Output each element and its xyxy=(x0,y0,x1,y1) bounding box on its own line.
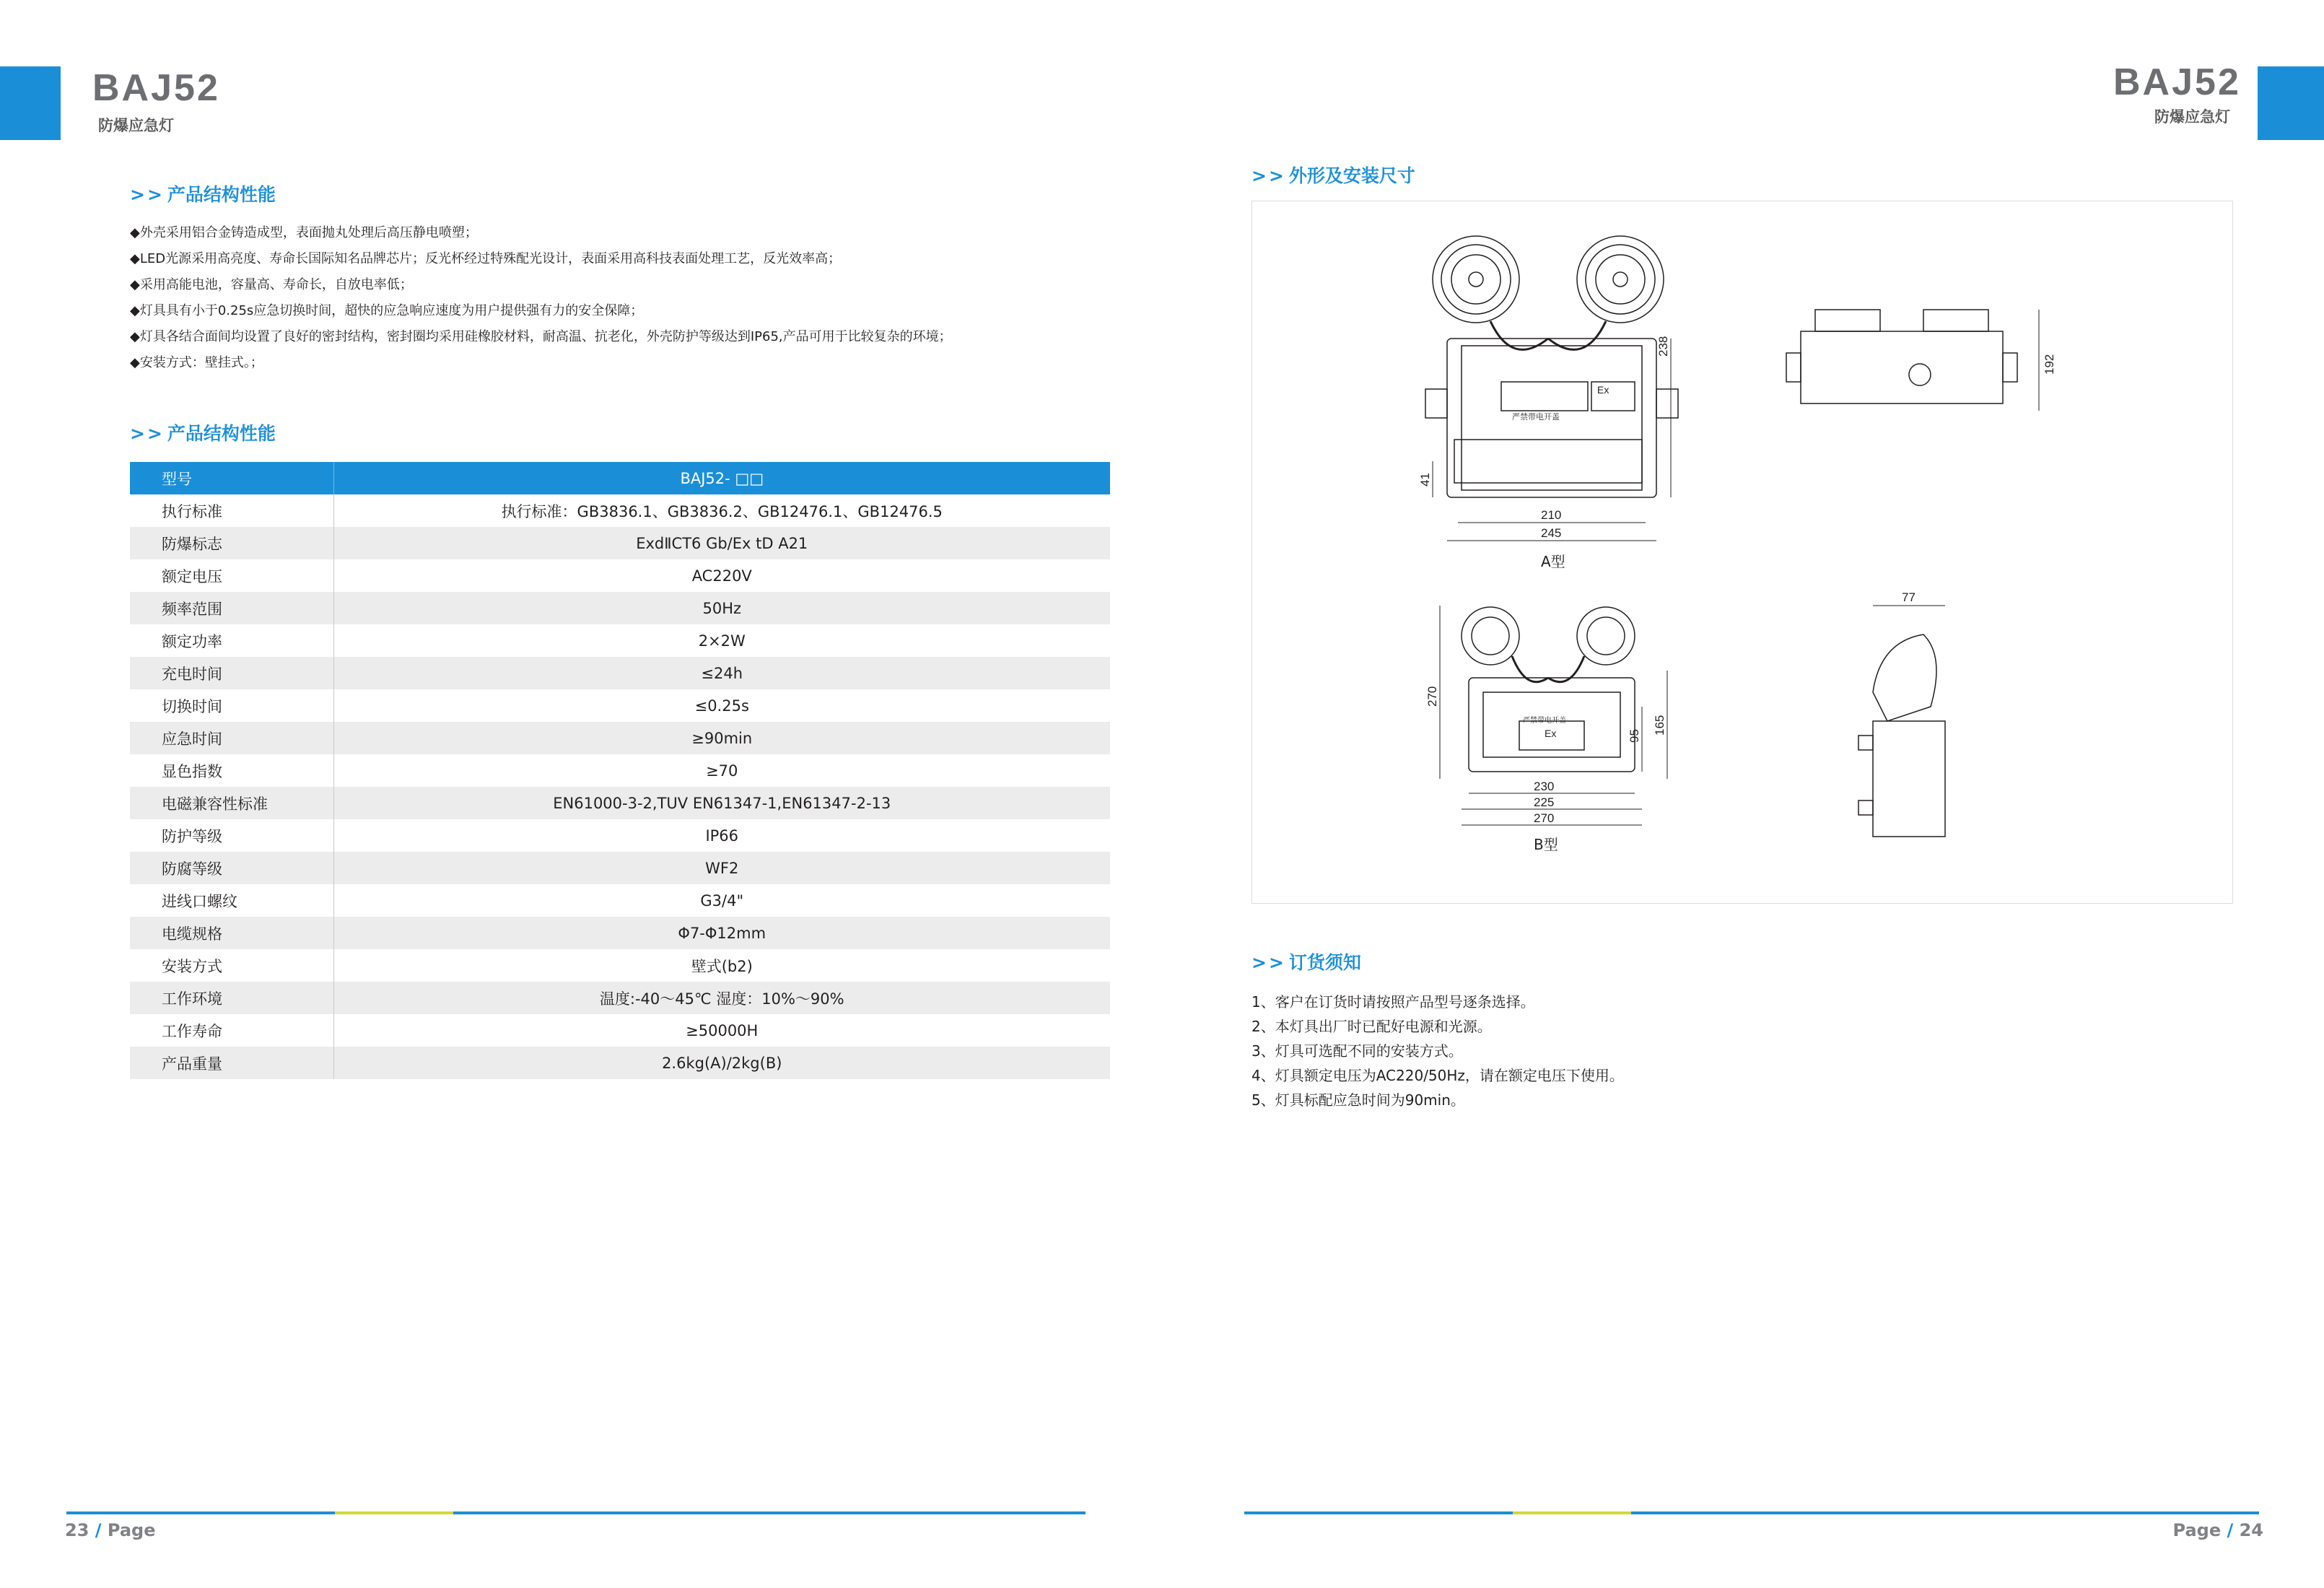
table-row xyxy=(130,1014,1110,1047)
spec-value: 温度:-40～45℃ 湿度：10%～90% xyxy=(333,982,1110,1014)
spec-value: ≥50000H xyxy=(686,1021,759,1039)
spec-key: 应急时间 xyxy=(130,722,333,754)
left-product-code: BAJ52 xyxy=(92,67,220,109)
dimension-drawings xyxy=(1252,201,2234,904)
dim-b-225: 225 xyxy=(1534,795,1555,809)
dim-a-inner-width: 210 xyxy=(1541,508,1562,522)
table-row xyxy=(130,624,1110,657)
left-footer-rule-yellow xyxy=(335,1511,453,1514)
page-slash: / xyxy=(95,1520,102,1540)
spec-value: AC220V xyxy=(691,567,752,585)
section-arrows: >> xyxy=(130,184,165,205)
spec-value: IP66 xyxy=(705,826,739,845)
table-row xyxy=(130,917,1110,949)
table-row xyxy=(130,722,1110,754)
dim-b-side-width: 77 xyxy=(1902,590,1915,604)
order-item: 2、本灯具出厂时已配好电源和光源。 xyxy=(1251,1018,1492,1035)
type-b-label: B型 xyxy=(1534,836,1558,853)
order-section-title xyxy=(1251,948,1361,974)
spec-key: 工作环境 xyxy=(130,982,333,1014)
spec-value: ≤0.25s xyxy=(694,697,749,715)
specs-section-title xyxy=(130,419,276,445)
lamp-head-right-b xyxy=(1577,607,1635,665)
table-row xyxy=(130,884,1110,917)
spec-key: 防爆标志 xyxy=(130,527,333,559)
left-page-number xyxy=(65,1520,156,1540)
spec-key: 防腐等级 xyxy=(130,852,333,884)
spec-key: 安装方式 xyxy=(130,949,333,982)
panel-label-b: 严禁带电开盖 xyxy=(1523,717,1566,725)
lamp-head-left xyxy=(1433,236,1519,323)
page-word: Page xyxy=(2172,1520,2222,1540)
table-row xyxy=(130,982,1110,1014)
specs-title-text: 产品结构性能 xyxy=(167,423,276,444)
table-row xyxy=(130,787,1110,819)
lamp-side-a xyxy=(1801,331,2003,403)
right-footer-rule-green xyxy=(1631,1511,2259,1514)
feature-item: ◆灯具具有小于0.25s应急切换时间，超快的应急响应速度为用户提供强有力的安全保障； xyxy=(130,303,644,318)
spec-value: WF2 xyxy=(333,852,1110,884)
type-b-side-view xyxy=(1858,606,1945,837)
spec-header-value: BAJ52- □□ xyxy=(333,462,1110,494)
dim-a-side-height: 192 xyxy=(2043,354,2056,375)
spec-value: 2.6kg(A)/2kg(B) xyxy=(333,1047,1110,1079)
feature-item: ◆采用高能电池，容量高、寿命长，自放电率低； xyxy=(130,277,413,292)
spec-value: ≤24h xyxy=(333,657,1110,689)
lamp-head-right xyxy=(1577,236,1664,323)
dim-a-small: 41 xyxy=(1418,473,1432,487)
table-row xyxy=(130,657,1110,689)
lamp-head-left-b xyxy=(1462,607,1519,665)
spec-value: ExdⅡCT6 Gb/Ex tD A21 xyxy=(333,527,1110,559)
type-a-front-view xyxy=(1425,236,1678,541)
spec-value: 50Hz xyxy=(333,592,1110,624)
table-row xyxy=(130,527,1110,559)
spec-key: 充电时间 xyxy=(130,657,333,689)
spec-key: 额定功率 xyxy=(130,624,333,657)
table-row xyxy=(130,592,1110,624)
table-row xyxy=(130,819,1110,852)
spec-value: G3/4" xyxy=(700,891,744,909)
dim-b-230: 230 xyxy=(1534,780,1555,793)
spec-value: ≥90min xyxy=(333,722,1110,754)
feature-item: ◆灯具各结合面间均设置了良好的密封结构，密封圈均采用硅橡胶材料，耐高温、抗老化，外壳防护等级达到IP65,产品可用于比较复杂的环境； xyxy=(130,329,952,344)
table-row xyxy=(130,852,1110,884)
order-item: 5、灯具标配应急时间为90min。 xyxy=(1251,1091,1465,1109)
dim-a-height: 238 xyxy=(1656,336,1670,357)
table-row xyxy=(130,1047,1110,1079)
spec-key: 电磁兼容性标准 xyxy=(130,787,333,819)
spec-key: 显色指数 xyxy=(130,754,333,787)
left-product-name: 防爆应急灯 xyxy=(98,117,174,134)
right-page-number xyxy=(2142,1520,2263,1540)
spec-value: ≥70 xyxy=(706,762,738,780)
spec-key: 执行标准 xyxy=(130,494,333,527)
page-word: Page xyxy=(107,1520,156,1540)
feature-item: ◆安装方式：壁挂式。； xyxy=(130,355,263,370)
spec-key: 防护等级 xyxy=(130,819,333,852)
type-a-side-view xyxy=(1786,310,2039,411)
left-footer-rule-green xyxy=(453,1511,1085,1514)
lamp-side-b xyxy=(1873,721,1945,837)
order-item: 3、灯具可选配不同的安装方式。 xyxy=(1251,1042,1463,1060)
order-title-text: 订货须知 xyxy=(1288,952,1361,973)
page-slash: / xyxy=(2227,1520,2234,1540)
dim-a-outer-width: 245 xyxy=(1541,526,1562,540)
spec-value: Φ7-Φ12mm xyxy=(333,917,1110,949)
right-product-code: BAJ52 xyxy=(2113,61,2241,103)
spec-value: 2×2W xyxy=(698,632,746,650)
spec-value: EN61000-3-2,TUV EN61347-1,EN61347-2-13 xyxy=(333,787,1110,819)
section-arrows: >> xyxy=(130,423,165,444)
spec-value: 壁式(b2) xyxy=(691,957,753,975)
spec-key: 频率范围 xyxy=(130,592,333,624)
spec-table xyxy=(130,462,1110,1079)
spec-table-header xyxy=(130,462,1110,494)
table-row xyxy=(130,949,1110,982)
left-header-tab xyxy=(0,66,61,140)
table-row xyxy=(130,494,1110,527)
spec-key: 切换时间 xyxy=(130,689,333,722)
table-row xyxy=(130,559,1110,592)
spec-key: 产品重量 xyxy=(130,1047,333,1079)
features-section-title xyxy=(130,180,276,206)
order-item: 4、灯具额定电压为AC220/50Hz，请在额定电压下使用。 xyxy=(1251,1067,1624,1084)
table-row xyxy=(130,754,1110,787)
order-item: 1、客户在订货时请按照产品型号逐条选择。 xyxy=(1251,993,1535,1011)
dimension-drawing-panel xyxy=(1251,201,2233,904)
features-title-text: 产品结构性能 xyxy=(167,184,276,205)
spec-key: 工作寿命 xyxy=(130,1014,333,1047)
right-footer-rule xyxy=(1244,1511,1513,1514)
dim-b-height: 270 xyxy=(1425,686,1439,707)
indicator-window xyxy=(1501,382,1588,411)
ex-mark-a: Ex xyxy=(1597,384,1609,396)
table-row xyxy=(130,689,1110,722)
right-product-name: 防爆应急灯 xyxy=(2154,108,2230,126)
spec-header-key: 型号 xyxy=(130,462,333,494)
page-num-value: 24 xyxy=(2239,1520,2263,1540)
dim-b-165: 165 xyxy=(1653,715,1666,736)
section-arrows: >> xyxy=(1251,165,1286,186)
feature-item: ◆LED光源采用高亮度、寿命长国际知名品牌芯片；反光杯经过特殊配光设计，表面采用高科技表面处理工艺，反光效率高； xyxy=(130,251,842,266)
dim-b-270: 270 xyxy=(1534,811,1555,825)
dimensions-section-title xyxy=(1251,162,1415,188)
feature-item: ◆外壳采用铝合金铸造成型，表面抛丸处理后高压静电喷塑； xyxy=(130,225,478,240)
spec-key: 电缆规格 xyxy=(130,917,333,949)
page-num-value: 23 xyxy=(65,1520,89,1540)
spec-key: 额定电压 xyxy=(130,559,333,592)
spec-key: 进线口螺纹 xyxy=(130,884,333,917)
ex-mark-b: Ex xyxy=(1545,728,1557,739)
spec-value: 执行标准：GB3836.1、GB3836.2、GB12476.1、GB12476.5 xyxy=(501,502,943,520)
dimensions-title-text: 外形及安装尺寸 xyxy=(1288,165,1415,186)
panel-label-a: 严禁带电开盖 xyxy=(1512,413,1560,422)
right-header-tab xyxy=(2258,66,2324,140)
type-a-label: A型 xyxy=(1541,553,1565,570)
section-arrows: >> xyxy=(1251,952,1286,973)
left-footer-rule xyxy=(66,1511,335,1514)
dim-b-95: 95 xyxy=(1628,729,1641,743)
right-footer-rule-yellow xyxy=(1513,1511,1631,1514)
